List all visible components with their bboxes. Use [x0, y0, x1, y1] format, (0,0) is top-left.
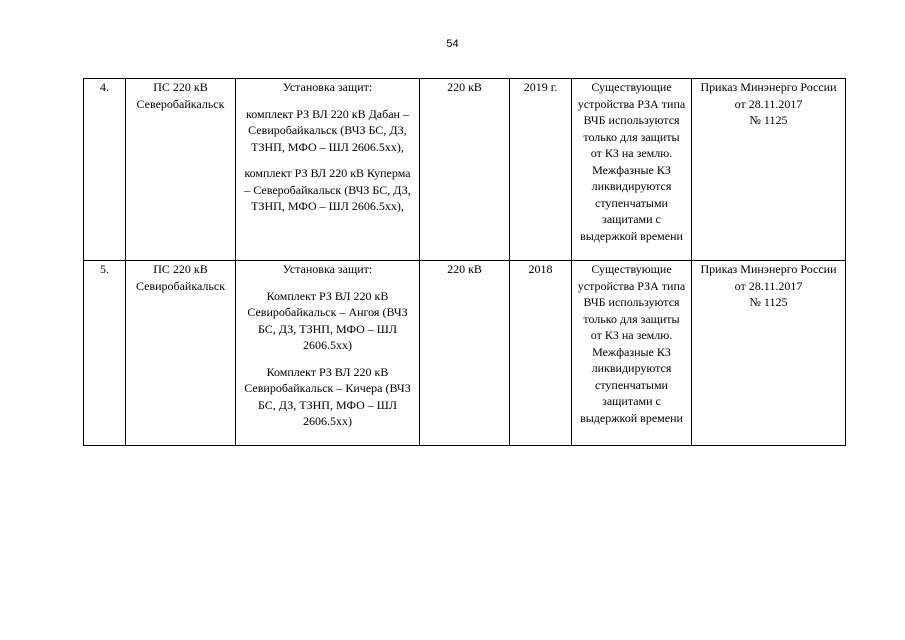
year-cell: 2019 г. — [510, 79, 572, 261]
basis-cell: Приказ Минэнерго России от 28.11.2017 № 1125 — [692, 79, 846, 261]
voltage-cell: 220 кВ — [420, 79, 510, 261]
work-item: Комплект РЗ ВЛ 220 кВ Севиробайкальск – Кичера (ВЧЗ БС, ДЗ, ТЗНП, МФО – ШЛ 2606.5хх) — [244, 364, 411, 428]
work-title: Установка защит: — [282, 262, 373, 276]
work-item: комплект РЗ ВЛ 220 кВ Куперма – Северобайкальск (ВЧЗ БС, ДЗ, ТЗНП, МФО – ШЛ 2606.5хх), — [244, 166, 411, 213]
equipment-table — [83, 78, 846, 446]
basis-cell: Приказ Минэнерго России от 28.11.2017 № 1125 — [692, 261, 846, 446]
work-cell — [236, 261, 420, 446]
work-item: комплект РЗ ВЛ 220 кВ Дабан – Севиробайкальск (ВЧЗ БС, ДЗ, ТЗНП, МФО – ШЛ 2606.5хх), — [246, 106, 409, 154]
table-row — [84, 79, 846, 261]
voltage-cell: 220 кВ — [420, 261, 510, 446]
work-cell — [236, 79, 420, 261]
row-number: 4. — [84, 79, 126, 261]
work-item: Комплект РЗ ВЛ 220 кВ Севиробайкальск – Ангоя (ВЧЗ БС, ДЗ, ТЗНП, МФО – ШЛ 2606.5хх) — [247, 288, 408, 352]
row-number: 5. — [84, 261, 126, 446]
object-cell: ПС 220 кВ Северобайкальск — [126, 79, 236, 261]
object-cell: ПС 220 кВ Севиробайкальск — [126, 261, 236, 446]
year-cell: 2018 — [510, 261, 572, 446]
work-title: Установка защит: — [282, 80, 373, 94]
note-cell: Существующие устройства РЗА типа ВЧБ используются только для защиты от КЗ на землю. Межфазные КЗ ликвидируются ступенчатыми защитами с выдержкой времени — [572, 79, 692, 261]
page-number: 54 — [446, 38, 459, 50]
note-cell: Существующие устройства РЗА типа ВЧБ используются только для защиты от КЗ на землю. Межфазные КЗ ликвидируются ступенчатыми защитами с выдержкой времени — [572, 261, 692, 446]
table-row — [84, 261, 846, 446]
